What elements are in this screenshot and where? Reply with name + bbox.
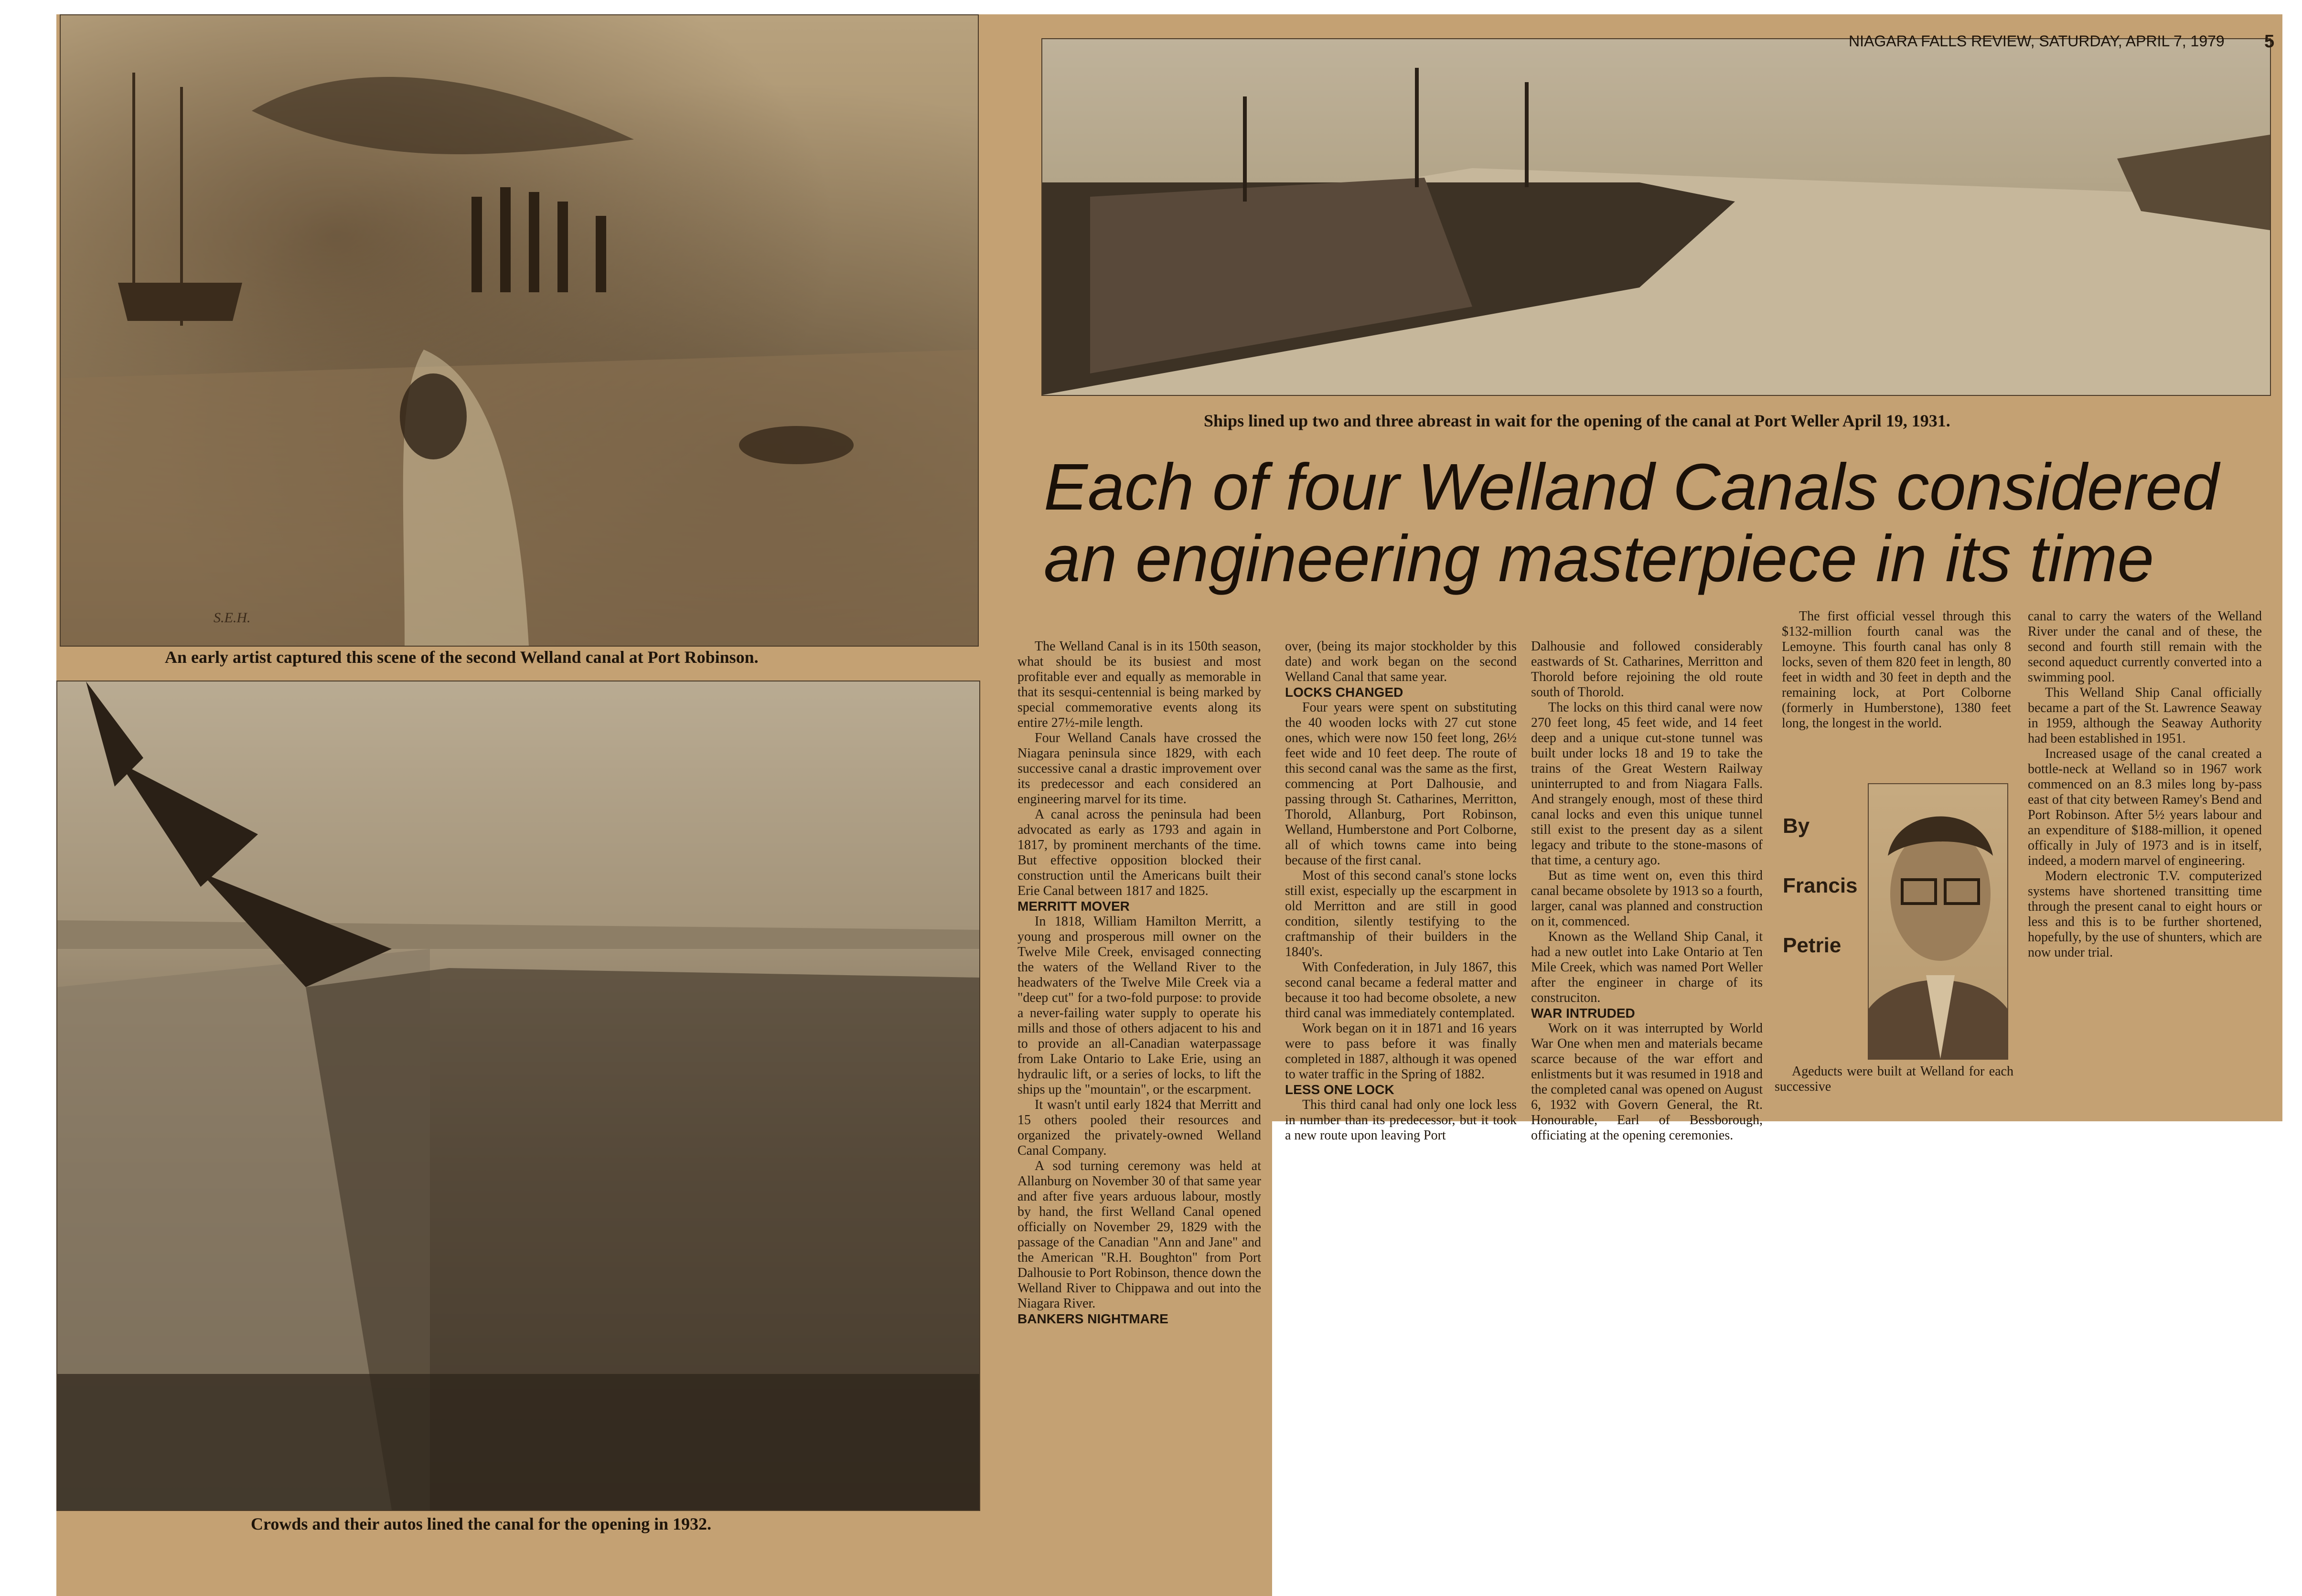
caption-crowds: Crowds and their autos lined the canal for the opening in 1932. <box>251 1514 712 1533</box>
caption-etching: An early artist captured this scene of the second Welland canal at Port Robinson. <box>165 648 759 667</box>
article-column-2 <box>1285 639 1517 1143</box>
paragraph: A canal across the peninsula had been advocated as early as 1793 and again in 1817, by prominent merchants of the time. But effective opposition blocked their construction until the Americans built their Erie Canal between 1817 and 1825. <box>1017 807 1261 898</box>
paragraph: Dalhousie and followed considerably eastwards of St. Catharines, Merritton and Thorold before rejoining the old route south of Thorold. <box>1531 639 1763 700</box>
paragraph: In 1818, William Hamilton Merritt, a young and prosperous mill owner on the Twelve Mile Creek, envisaged connecting the waters of the Welland River to the headwaters of the Twelve Mile Creek via a "deep cut" for a two-fold purpose: to provide a never-failing water supply to operate his mills and those of others adjacent to his and to provide an all-Canadian waterpassage from Lake Ontario to Lake Erie, using an hydraulic lift, or a series of locks, to lift the ships up the "mountain", or the escarpment. <box>1017 914 1261 1097</box>
author-photo-caption <box>1775 1064 2013 1095</box>
subhead: WAR INTRUDED <box>1531 1006 1635 1021</box>
paragraph: The locks on this third canal were now 270 feet long, 45 feet wide, and 14 feet deep and a unique cut-stone tunnel was built under locks 18 and 19 to take the trains of the Great Western Railway uninterrupted to and from Niagara Falls. And strangely enough, most of these third canal locks and even this unique tunnel still exist to the present day as a silent legacy and tribute to the stone-masons of that time, a century ago. <box>1531 700 1763 868</box>
paragraph: Work began on it in 1871 and 16 years were to pass before it was finally completed in 1887, although it was opened to water traffic in the Spring of 1882. <box>1285 1021 1517 1082</box>
subhead: LESS ONE LOCK <box>1285 1082 1394 1097</box>
etching-port-robinson <box>60 14 979 647</box>
paragraph: It wasn't until early 1824 that Merritt and 15 others pooled their resources and organized the privately-owned Welland Canal Company. <box>1017 1097 1261 1158</box>
paragraph: This Welland Ship Canal officially became a part of the St. Lawrence Seaway in 1959, although the Seaway Authority had been established in 1951. <box>2028 685 2262 746</box>
paragraph: A sod turning ceremony was held at Allanburg on November 30 of that same year and after five years arduous labour, mostly by hand, the first Welland Canal opened officially on November 29, 1829 with the passage of the Canadian "Ann and Jane" and the American "R.H. Boughton" from Port Dalhousie to Port Robinson, thence down the Welland River to Chippawa and out into the Niagara River. <box>1017 1159 1261 1311</box>
subhead: BANKERS NIGHTMARE <box>1017 1311 1168 1326</box>
article-column-3 <box>1531 639 1763 1143</box>
article-column-1 <box>1017 639 1261 1327</box>
byline-first-name: Francis <box>1783 874 1858 897</box>
article-column-5 <box>2028 609 2262 960</box>
masthead: NIAGARA FALLS REVIEW, SATURDAY, APRIL 7, 1979 <box>1849 32 2225 50</box>
paragraph: Increased usage of the canal created a bottle-neck at Welland so in 1967 work commenced on an 8.3 miles long by-pass east of that city between Ramey's Bend and Port Robinson. After 5½ years labour and an expenditure of $188-million, it opened offically in July of 1973 and is in itself, indeed, a modern marvel of engineering. <box>2028 746 2262 868</box>
paragraph: Work on it was interrupted by World War One when men and materials became scarce because of the war effort and enlistments but it was resumed in 1918 and the completed canal was opened on August 6, 1932 with Govern General, the Rt. Honourable, Earl of Bessborough, officiating at the opening ceremonies. <box>1531 1021 1763 1143</box>
etching-illustration <box>61 15 978 646</box>
paragraph: The Welland Canal is in its 150th season, what should be its busiest and most profitable ever and equally as memorable in that its sesqui-centennial is being marked by special commemorative events along its entire 27½-mile length. <box>1017 639 1261 730</box>
paragraph: This third canal had only one lock less in number than its predecessor, but it took a new route upon leaving Port <box>1285 1097 1517 1143</box>
crowd-illustration <box>57 681 979 1510</box>
subhead: LOCKS CHANGED <box>1285 685 1403 700</box>
paragraph: over, (being its major stockholder by this date) and work began on the second Welland Canal that same year. <box>1285 639 1517 684</box>
paragraph: Known as the Welland Ship Canal, it had a new outlet into Lake Ontario at Ten Mile Creek, which was named Port Weller after the engineer in charge of its construciton. <box>1531 929 1763 1005</box>
headline-line-2: an engineering masterpiece in its time <box>1044 522 2154 596</box>
paragraph: Modern electronic T.V. computerized systems have shortened transitting time through the present canal to eight hours or less and this is to be further shortened, hopefully, by the use of shunters, which are now under trial. <box>2028 869 2262 960</box>
author-portrait <box>1869 784 2007 1059</box>
photo-crowds-1932 <box>56 681 980 1511</box>
paragraph: canal to carry the waters of the Welland River under the canal and of these, the second and fourth still remain with the second aqueduct currently converted into a swimming pool. <box>2028 609 2262 685</box>
paragraph: Most of this second canal's stone locks still exist, especially up the escarpment in old Merritton and are still in good condition, silently testifying to the craftmanship of their builders in the 1840's. <box>1285 868 1517 959</box>
byline-last-name: Petrie <box>1783 934 1842 957</box>
photo-ships-port-weller <box>1041 38 2271 396</box>
paragraph: Ageducts were built at Welland for each successive <box>1775 1064 2013 1094</box>
paragraph: Four years were spent on substituting the 40 wooden locks with 27 cut stone ones, which were now 150 feet long, 26½ feet wide and 10 feet deep. The route of this second canal was the same as the first, commencing at Port Dalhousie, and passing through St. Catharines, Merritton, Thorold, Allanburg, Port Robinson, Welland, Humberstone and Port Colborne, all of which towns came into being because of the first canal. <box>1285 700 1517 868</box>
byline-by: By <box>1783 814 1810 838</box>
paragraph: With Confederation, in July 1867, this second canal became a federal matter and because it too had become obsolete, a new third canal was immediately contemplated. <box>1285 960 1517 1021</box>
artist-signature: S.E.H. <box>214 610 251 626</box>
page-number: 5 <box>2264 32 2275 52</box>
headline-line-1: Each of four Welland Canals considered <box>1044 450 2219 524</box>
paragraph: The first official vessel through this $132-million fourth canal was the Lemoyne. This fourth canal has only 8 locks, seven of them 820 feet in length, 80 feet in width and 30 feet in depth and the remaining lock, at Port Colborne (formerly in Humberstone), 1380 feet long, the longest in the world. <box>1782 609 2011 731</box>
ships-illustration <box>1042 39 2270 395</box>
author-photo <box>1868 783 2008 1060</box>
caption-ships: Ships lined up two and three abreast in wait for the opening of the canal at Port Weller April 19, 1931. <box>1204 411 1950 430</box>
article-column-4 <box>1782 609 2011 731</box>
subhead: MERRITT MOVER <box>1017 899 1130 914</box>
paragraph: Four Welland Canals have crossed the Niagara peninsula since 1829, with each successive canal a drastic improvement over its predecessor and each considered an engineering marvel for its time. <box>1017 731 1261 807</box>
paragraph: But as time went on, even this third canal became obsolete by 1913 so a fourth, larger, canal was planned and construction on it, commenced. <box>1531 868 1763 929</box>
headline <box>1044 451 2267 595</box>
